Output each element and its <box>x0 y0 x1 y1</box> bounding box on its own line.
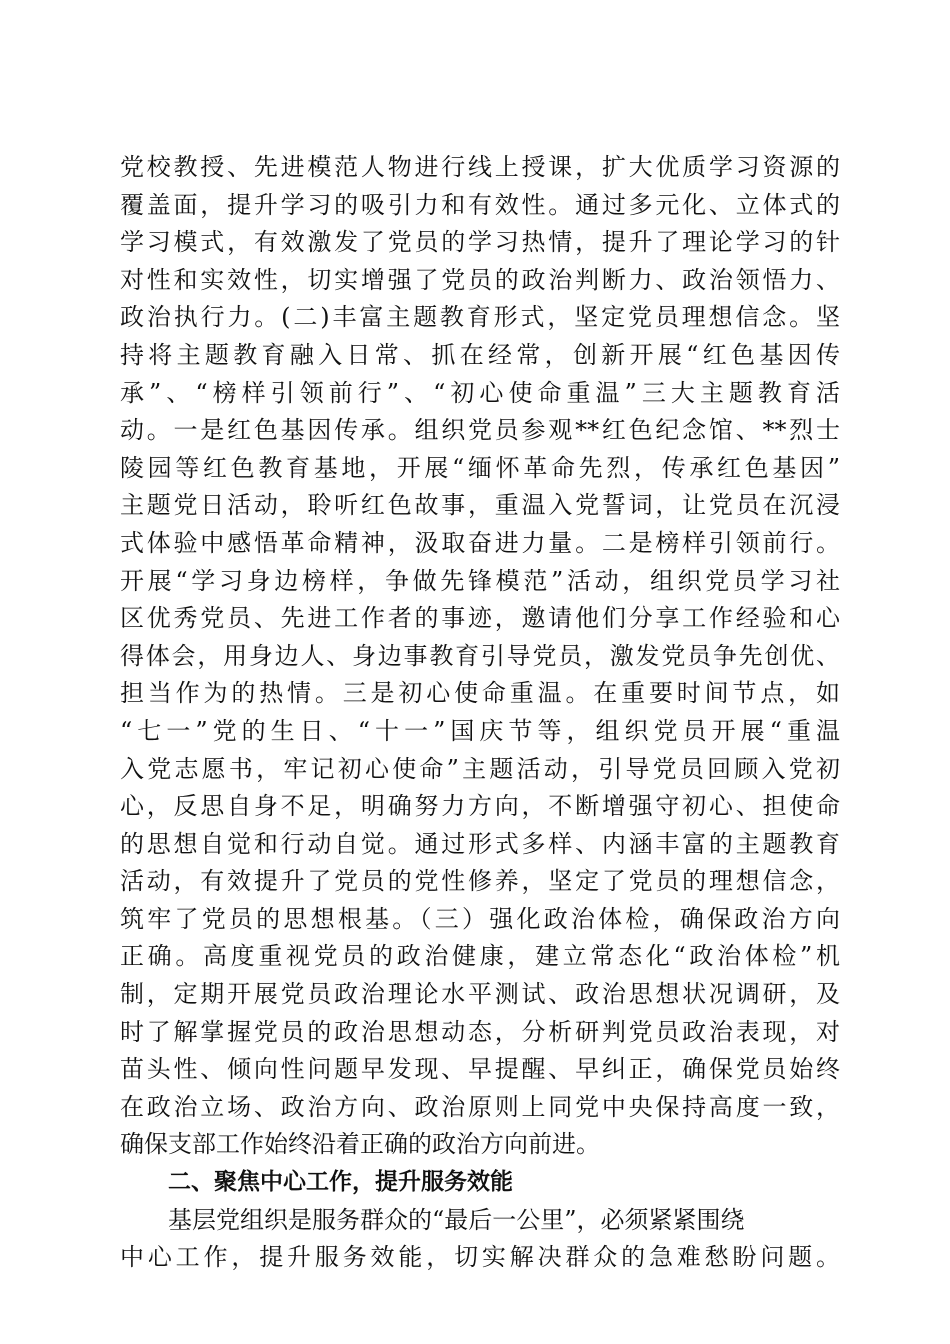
text-line: 入党志愿书，牢记初心使命”主题活动，引导党员回顾入党初 <box>120 754 840 783</box>
text-line: 得体会，用身边人、身边事教育引导党员，激发党员争先创优、 <box>120 641 840 670</box>
text-line: 区优秀党员、先进工作者的事迹，邀请他们分享工作经验和心 <box>120 604 840 633</box>
text-line: 苗头性、倾向性问题早发现、早提醒、早纠正，确保党员始终 <box>120 1055 840 1084</box>
section-heading: 二、聚焦中心工作，提升服务效能 <box>168 1169 513 1196</box>
text-line: 学习模式，有效激发了党员的学习热情，提升了理论学习的针 <box>120 228 840 257</box>
text-line: 陵园等红色教育基地，开展“缅怀革命先烈，传承红色基因” <box>120 453 840 482</box>
paragraph-1 <box>120 149 840 1164</box>
text-line: 活动，有效提升了党员的党性修养，坚定了党员的理想信念， <box>120 867 840 896</box>
text-line: 心，反思自身不足，明确努力方向，不断增强守初心、担使命 <box>120 792 840 821</box>
text-line: 持将主题教育融入日常、抓在经常，创新开展“红色基因传 <box>120 340 840 369</box>
text-line: 承”、“榜样引领前行”、“初心使命重温”三大主题教育活 <box>120 378 840 407</box>
text-line: 的思想自觉和行动自觉。通过形式多样、内涵丰富的主题教育 <box>120 829 840 858</box>
text-line-last: 确保支部工作始终沿着正确的政治方向前进。 <box>120 1130 600 1159</box>
text-line: 党校教授、先进模范人物进行线上授课，扩大优质学习资源的 <box>120 153 840 181</box>
text-line: 覆盖面，提升学习的吸引力和有效性。通过多元化、立体式的 <box>120 190 840 219</box>
text-line: 在政治立场、政治方向、政治原则上同党中央保持高度一致， <box>120 1092 840 1121</box>
text-line: 时了解掌握党员的政治思想动态，分析研判党员政治表现，对 <box>120 1017 840 1046</box>
text-line: 制，定期开展党员政治理论水平测试、政治思想状况调研，及 <box>120 980 840 1009</box>
text-line: 基层党组织是服务群众的“最后一公里”，必须紧紧围绕 <box>168 1205 745 1234</box>
text-line: 政治执行力。(二)丰富主题教育形式，坚定党员理想信念。坚 <box>120 303 840 332</box>
text-line: 式体验中感悟革命精神，汲取奋进力量。二是榜样引领前行。 <box>120 528 840 557</box>
text-line: 对性和实效性，切实增强了党员的政治判断力、政治领悟力、 <box>120 265 840 294</box>
text-line: 担当作为的热情。三是初心使命重温。在重要时间节点，如 <box>120 679 840 708</box>
text-line: 筑牢了党员的思想根基。（三）强化政治体检，确保政治方向 <box>120 904 840 933</box>
text-line: 中心工作，提升服务效能，切实解决群众的急难愁盼问题。 <box>120 1243 840 1272</box>
text-line: “七一”党的生日、“十一”国庆节等，组织党员开展“重温 <box>120 716 840 745</box>
text-line: 开展“学习身边榜样，争做先锋模范”活动，组织党员学习社 <box>120 566 840 595</box>
paragraph-2 <box>120 1202 840 1277</box>
text-line: 动。一是红色基因传承。组织党员参观**红色纪念馆、**烈士 <box>120 416 840 445</box>
text-line: 正确。高度重视党员的政治健康，建立常态化“政治体检”机 <box>120 942 840 971</box>
text-line: 主题党日活动，聆听红色故事，重温入党誓词，让党员在沉浸 <box>120 491 840 520</box>
document-body <box>120 149 840 1277</box>
